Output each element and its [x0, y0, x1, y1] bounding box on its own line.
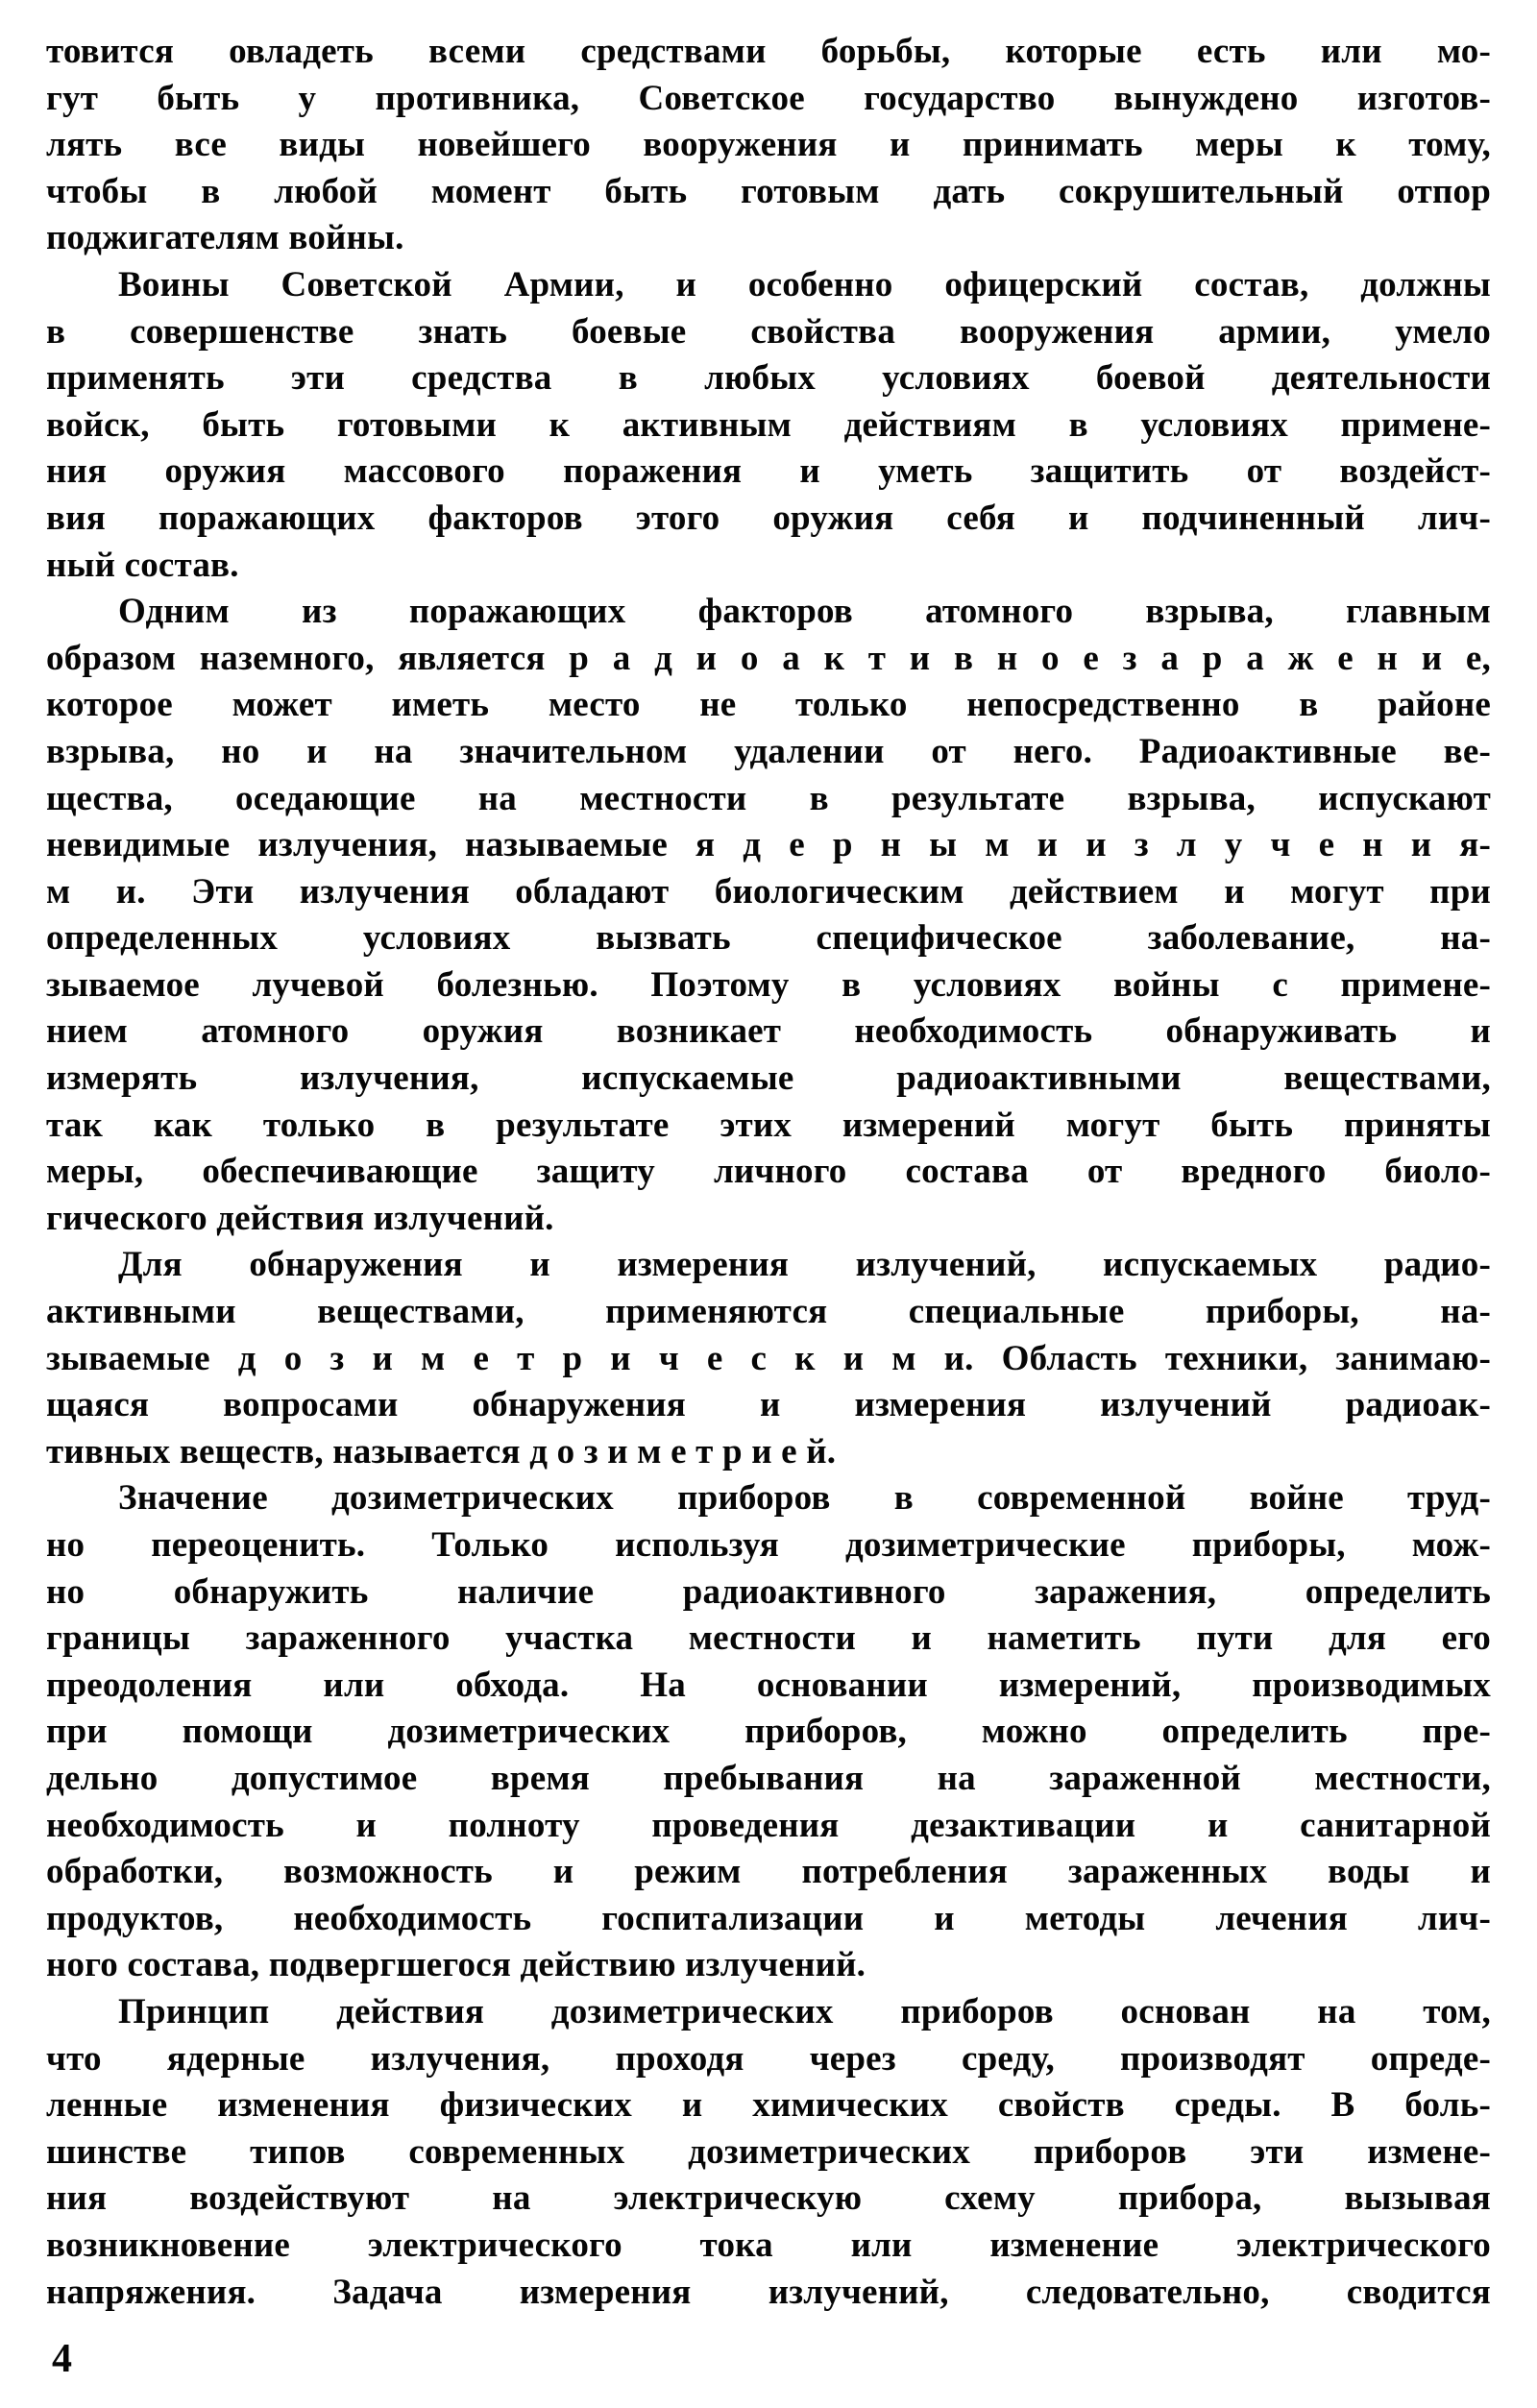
- text-line: нием атомного оружия возникает необходимость обнаруживать и: [46, 1011, 1491, 1052]
- text-line: активными веществами, применяются специальные приборы, на-: [46, 1292, 1491, 1332]
- text-line: тивных веществ, называется д о з и м е т р и е й.: [46, 1431, 837, 1472]
- text-line: Одним из поражающих факторов атомного взрыва, главным: [118, 592, 1491, 632]
- text-line: дельно допустимое время пребывания на зараженной местности,: [46, 1758, 1491, 1798]
- text-line: Принцип действия дозиметрических приборов основан на том,: [118, 1991, 1491, 2031]
- text-line: лять все виды новейшего вооружения и принимать меры к тому,: [46, 125, 1491, 165]
- text-line: необходимость и полноту проведения дезактивации и санитарной: [46, 1805, 1491, 1845]
- page-text-block: [46, 29, 1491, 2316]
- text-line: так как только в результате этих измерений могут быть приняты: [46, 1105, 1491, 1145]
- text-line: взрыва, но и на значительном удалении от него. Радиоактивные ве-: [46, 731, 1491, 771]
- text-line: при помощи дозиметрических приборов, можно определить пре-: [46, 1712, 1491, 1752]
- text-line: границы зараженного участка местности и наметить пути для его: [46, 1618, 1491, 1659]
- text-line: напряжения. Задача измерения излучений, следовательно, сводится: [46, 2272, 1491, 2312]
- text-line: в совершенстве знать боевые свойства вооружения армии, умело: [46, 311, 1491, 352]
- text-line: Значение дозиметрических приборов в современной войне труд-: [118, 1478, 1491, 1519]
- text-line: шинстве типов современных дозиметрических приборов эти измене-: [46, 2131, 1491, 2172]
- text-line: ния воздействуют на электрическую схему прибора, вызывая: [46, 2178, 1491, 2219]
- text-line: Воины Советской Армии, и особенно офицерский состав, должны: [118, 264, 1491, 304]
- text-line: применять эти средства в любых условиях боевой деятельности: [46, 358, 1491, 399]
- text-line: ного состава, подвергшегося действию излучений.: [46, 1945, 866, 1985]
- text-line: ния оружия массового поражения и уметь защитить от воздейст-: [46, 451, 1491, 492]
- text-line: вия поражающих факторов этого оружия себя и подчиненный лич-: [46, 498, 1491, 538]
- text-line: поджигателям войны.: [46, 218, 404, 258]
- text-line: которое может иметь место не только непосредственно в районе: [46, 685, 1491, 725]
- text-line: щаяся вопросами обнаружения и измерения излучений радиоак-: [46, 1385, 1491, 1425]
- text-line: ленные изменения физических и химических свойств среды. В боль-: [46, 2085, 1491, 2126]
- text-line: возникновение электрического тока или изменение электрического: [46, 2225, 1491, 2265]
- text-line: ный состав.: [46, 545, 239, 585]
- text-line: гут быть у противника, Советское государство вынуждено изготов-: [46, 78, 1491, 118]
- text-line: щества, оседающие на местности в результате взрыва, испускают: [46, 778, 1491, 818]
- text-line: но обнаружить наличие радиоактивного заражения, определить: [46, 1571, 1491, 1612]
- text-line: что ядерные излучения, проходя через среду, производят опреде-: [46, 2038, 1491, 2079]
- text-line: зываемое лучевой болезнью. Поэтому в условиях войны с примене-: [46, 964, 1491, 1005]
- text-line: Для обнаружения и измерения излучений, испускаемых радио-: [118, 1245, 1491, 1285]
- text-line: продуктов, необходимость госпитализации и методы лечения лич-: [46, 1898, 1491, 1938]
- text-line: войск, быть готовыми к активным действиям в условиях примене-: [46, 404, 1491, 445]
- text-line: образом наземного, является р а д и о а к т и в н о е з а р а ж е н и е,: [46, 638, 1491, 678]
- text-line: невидимые излучения, называемые я д е р н ы м и и з л у ч е н и я-: [46, 825, 1491, 865]
- page-number: 4: [52, 2337, 72, 2381]
- text-line: гического действия излучений.: [46, 1198, 554, 1238]
- text-line: меры, обеспечивающие защиту личного состава от вредного биоло-: [46, 1152, 1491, 1192]
- text-line: товится овладеть всеми средствами борьбы, которые есть или мо-: [46, 32, 1491, 71]
- text-line: зываемые д о з и м е т р и ч е с к и м и. Область техники, занимаю-: [46, 1338, 1491, 1378]
- text-line: но переоценить. Только используя дозиметрические приборы, мож-: [46, 1525, 1491, 1565]
- text-line: чтобы в любой момент быть готовым дать сокрушительный отпор: [46, 171, 1491, 211]
- text-line: определенных условиях вызвать специфическое заболевание, на-: [46, 918, 1491, 959]
- text-line: преодоления или обхода. На основании измерений, производимых: [46, 1665, 1491, 1705]
- text-line: обработки, возможность и режим потребления зараженных воды и: [46, 1852, 1491, 1892]
- text-line: м и. Эти излучения обладают биологическим действием и могут при: [46, 871, 1491, 912]
- text-line: измерять излучения, испускаемые радиоактивными веществами,: [46, 1058, 1491, 1099]
